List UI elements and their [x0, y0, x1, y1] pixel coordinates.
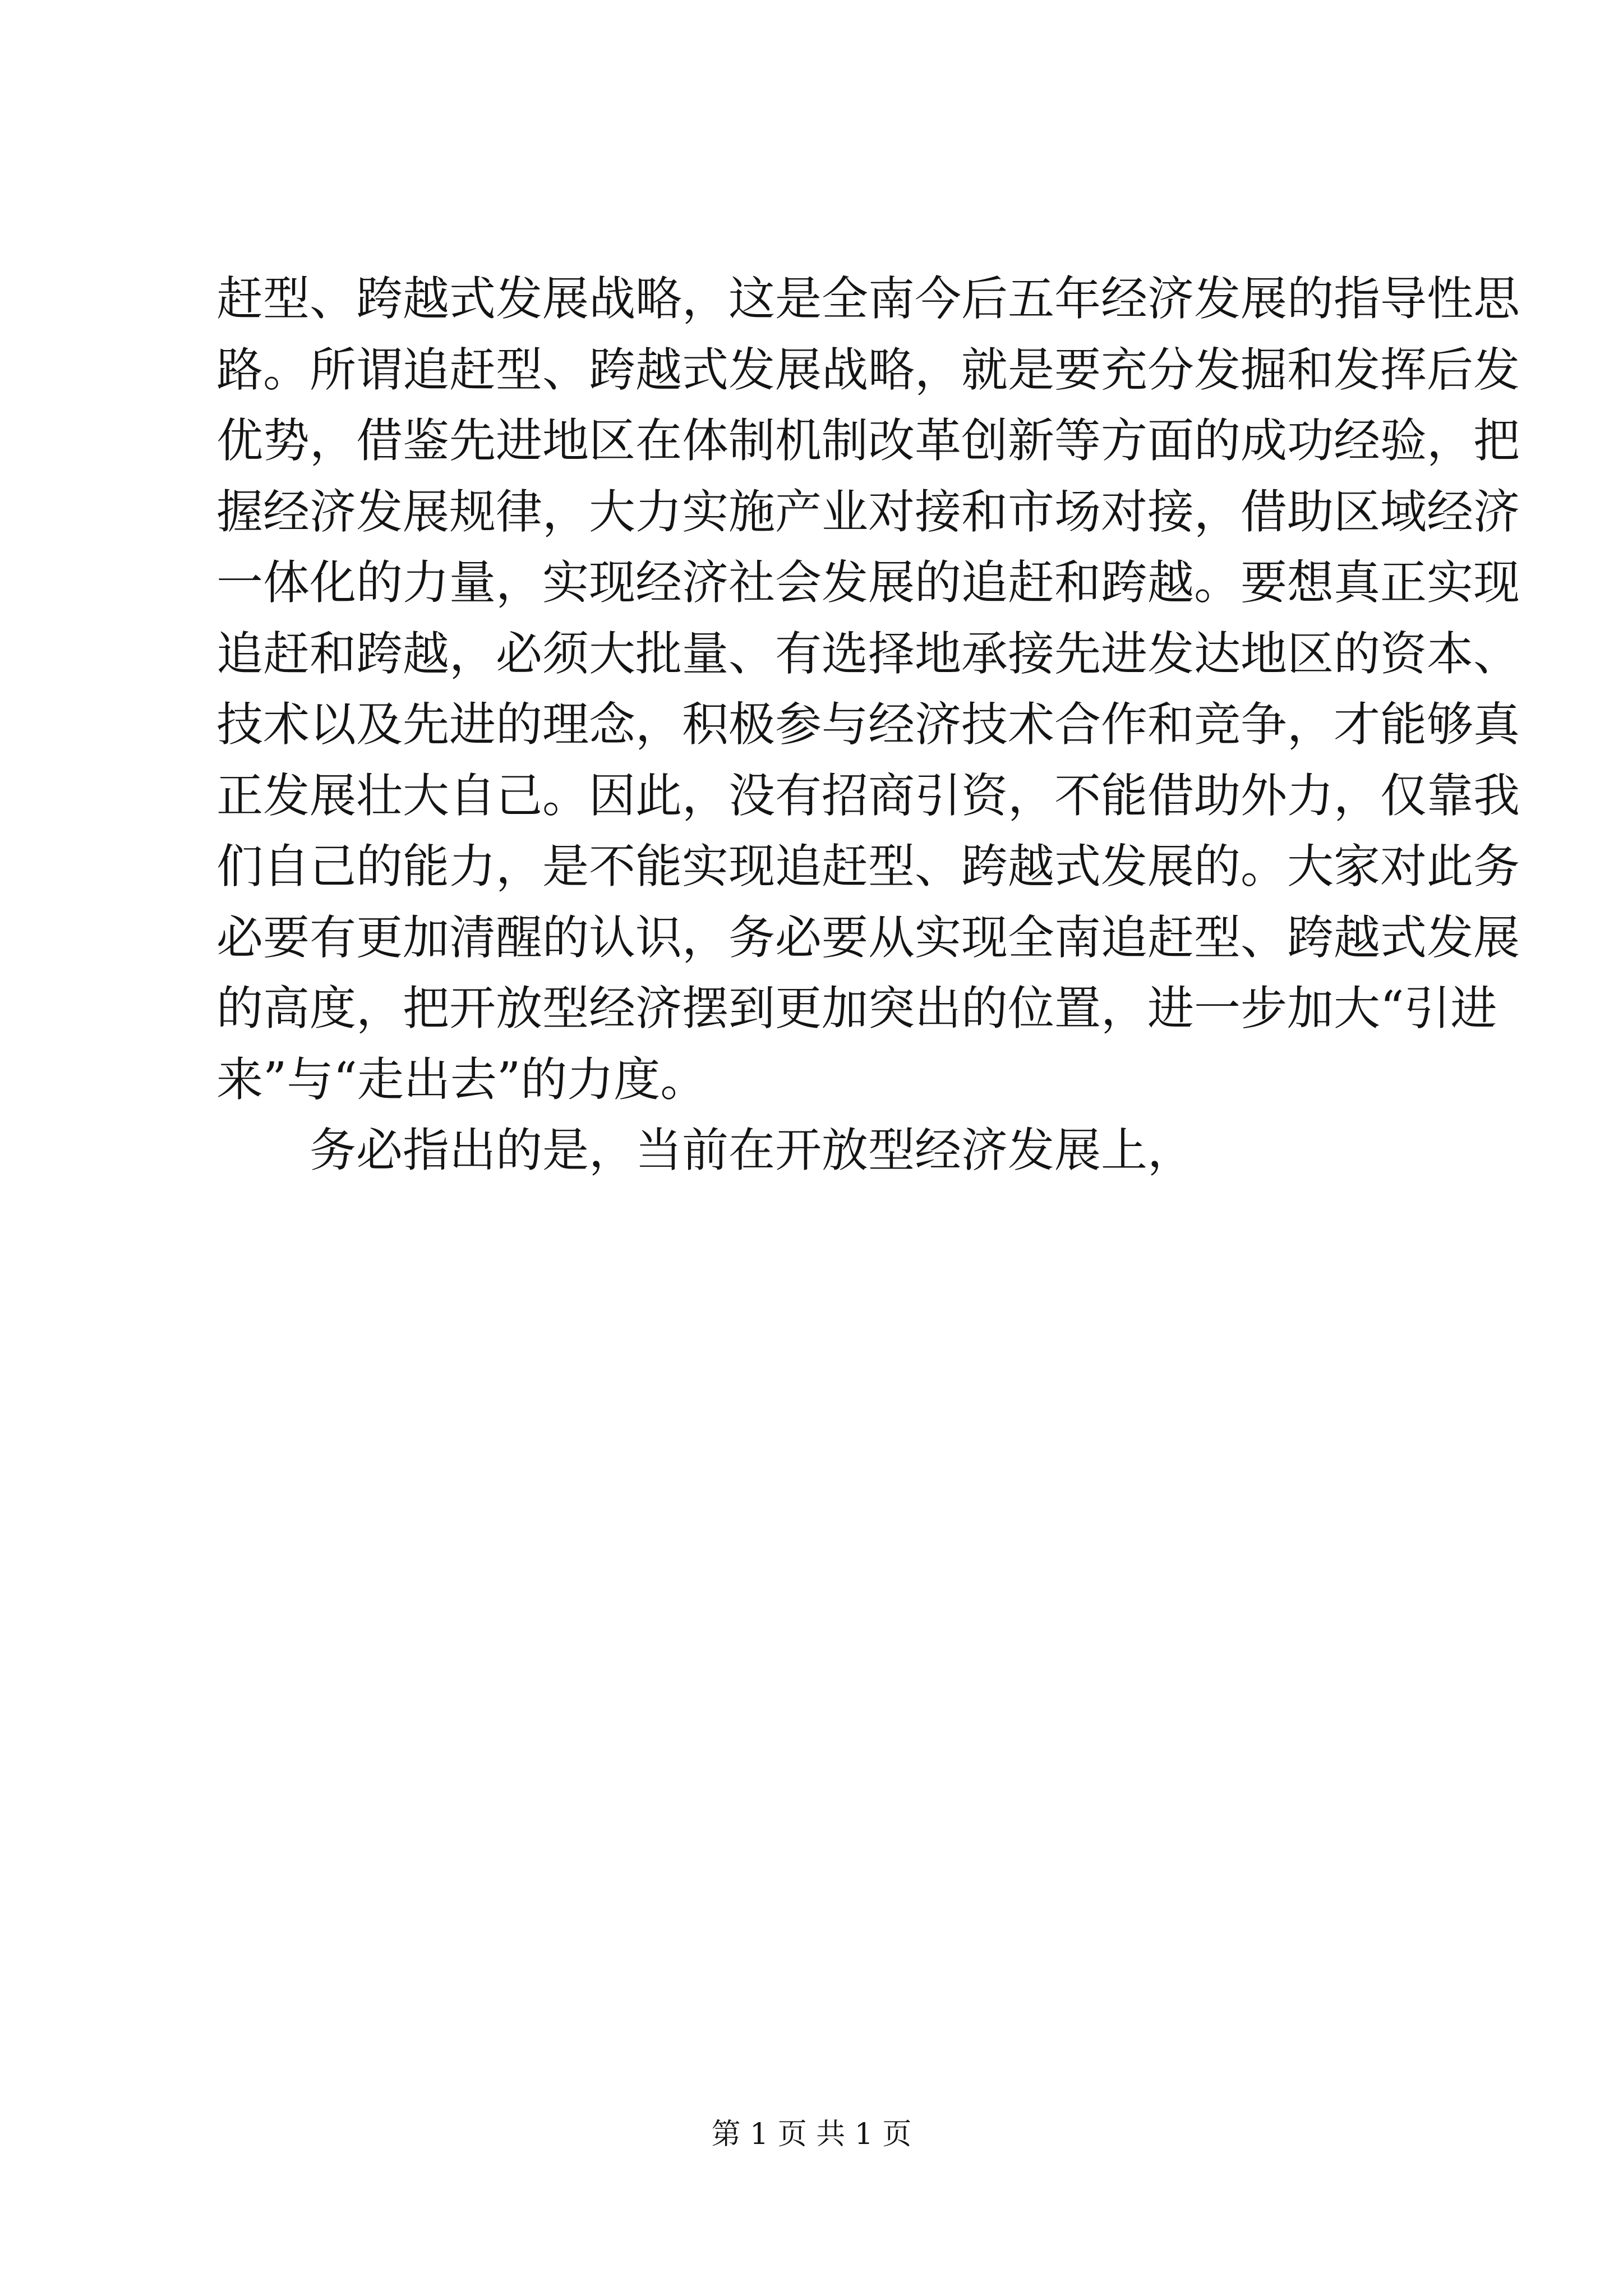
text-line-paragraph-start: 务必指出的是，当前在开放型经济发展上， [310, 1123, 1194, 1177]
text-line: 赶型、跨越式发展战略，这是全南今后五年经济发展的指导性思 [216, 272, 1520, 326]
text-line: 优势，借鉴先进地区在体制机制改革创新等方面的成功经验，把 [216, 413, 1520, 468]
document-body [216, 264, 1520, 1186]
text-line: 一体化的力量，实现经济社会发展的追赶和跨越。要想真正实现 [216, 555, 1520, 610]
text-line-paragraph-end: 来”与“走出去”的力度。 [216, 1052, 707, 1107]
text-line: 们自己的能力，是不能实现追赶型、跨越式发展的。大家对此务 [216, 839, 1520, 894]
text-line: 握经济发展规律，大力实施产业对接和市场对接，借助区域经济 [216, 484, 1520, 539]
text-line: 正发展壮大自己。因此，没有招商引资，不能借助外力，仅靠我 [216, 768, 1520, 823]
text-line: 路。所谓追赶型、跨越式发展战略，就是要充分发掘和发挥后发 [216, 342, 1520, 397]
text-line: 必要有更加清醒的认识，务必要从实现全南追赶型、跨越式发展 [216, 910, 1520, 965]
text-line: 技术以及先进的理念，积极参与经济技术合作和竞争，才能够真 [216, 697, 1520, 752]
page-number-footer: 第 1 页 共 1 页 [711, 2118, 912, 2151]
text-line: 的高度，把开放型经济摆到更加突出的位置，进一步加大“引进 [216, 981, 1497, 1036]
text-line: 追赶和跨越，必须大批量、有选择地承接先进发达地区的资本、 [216, 626, 1520, 681]
